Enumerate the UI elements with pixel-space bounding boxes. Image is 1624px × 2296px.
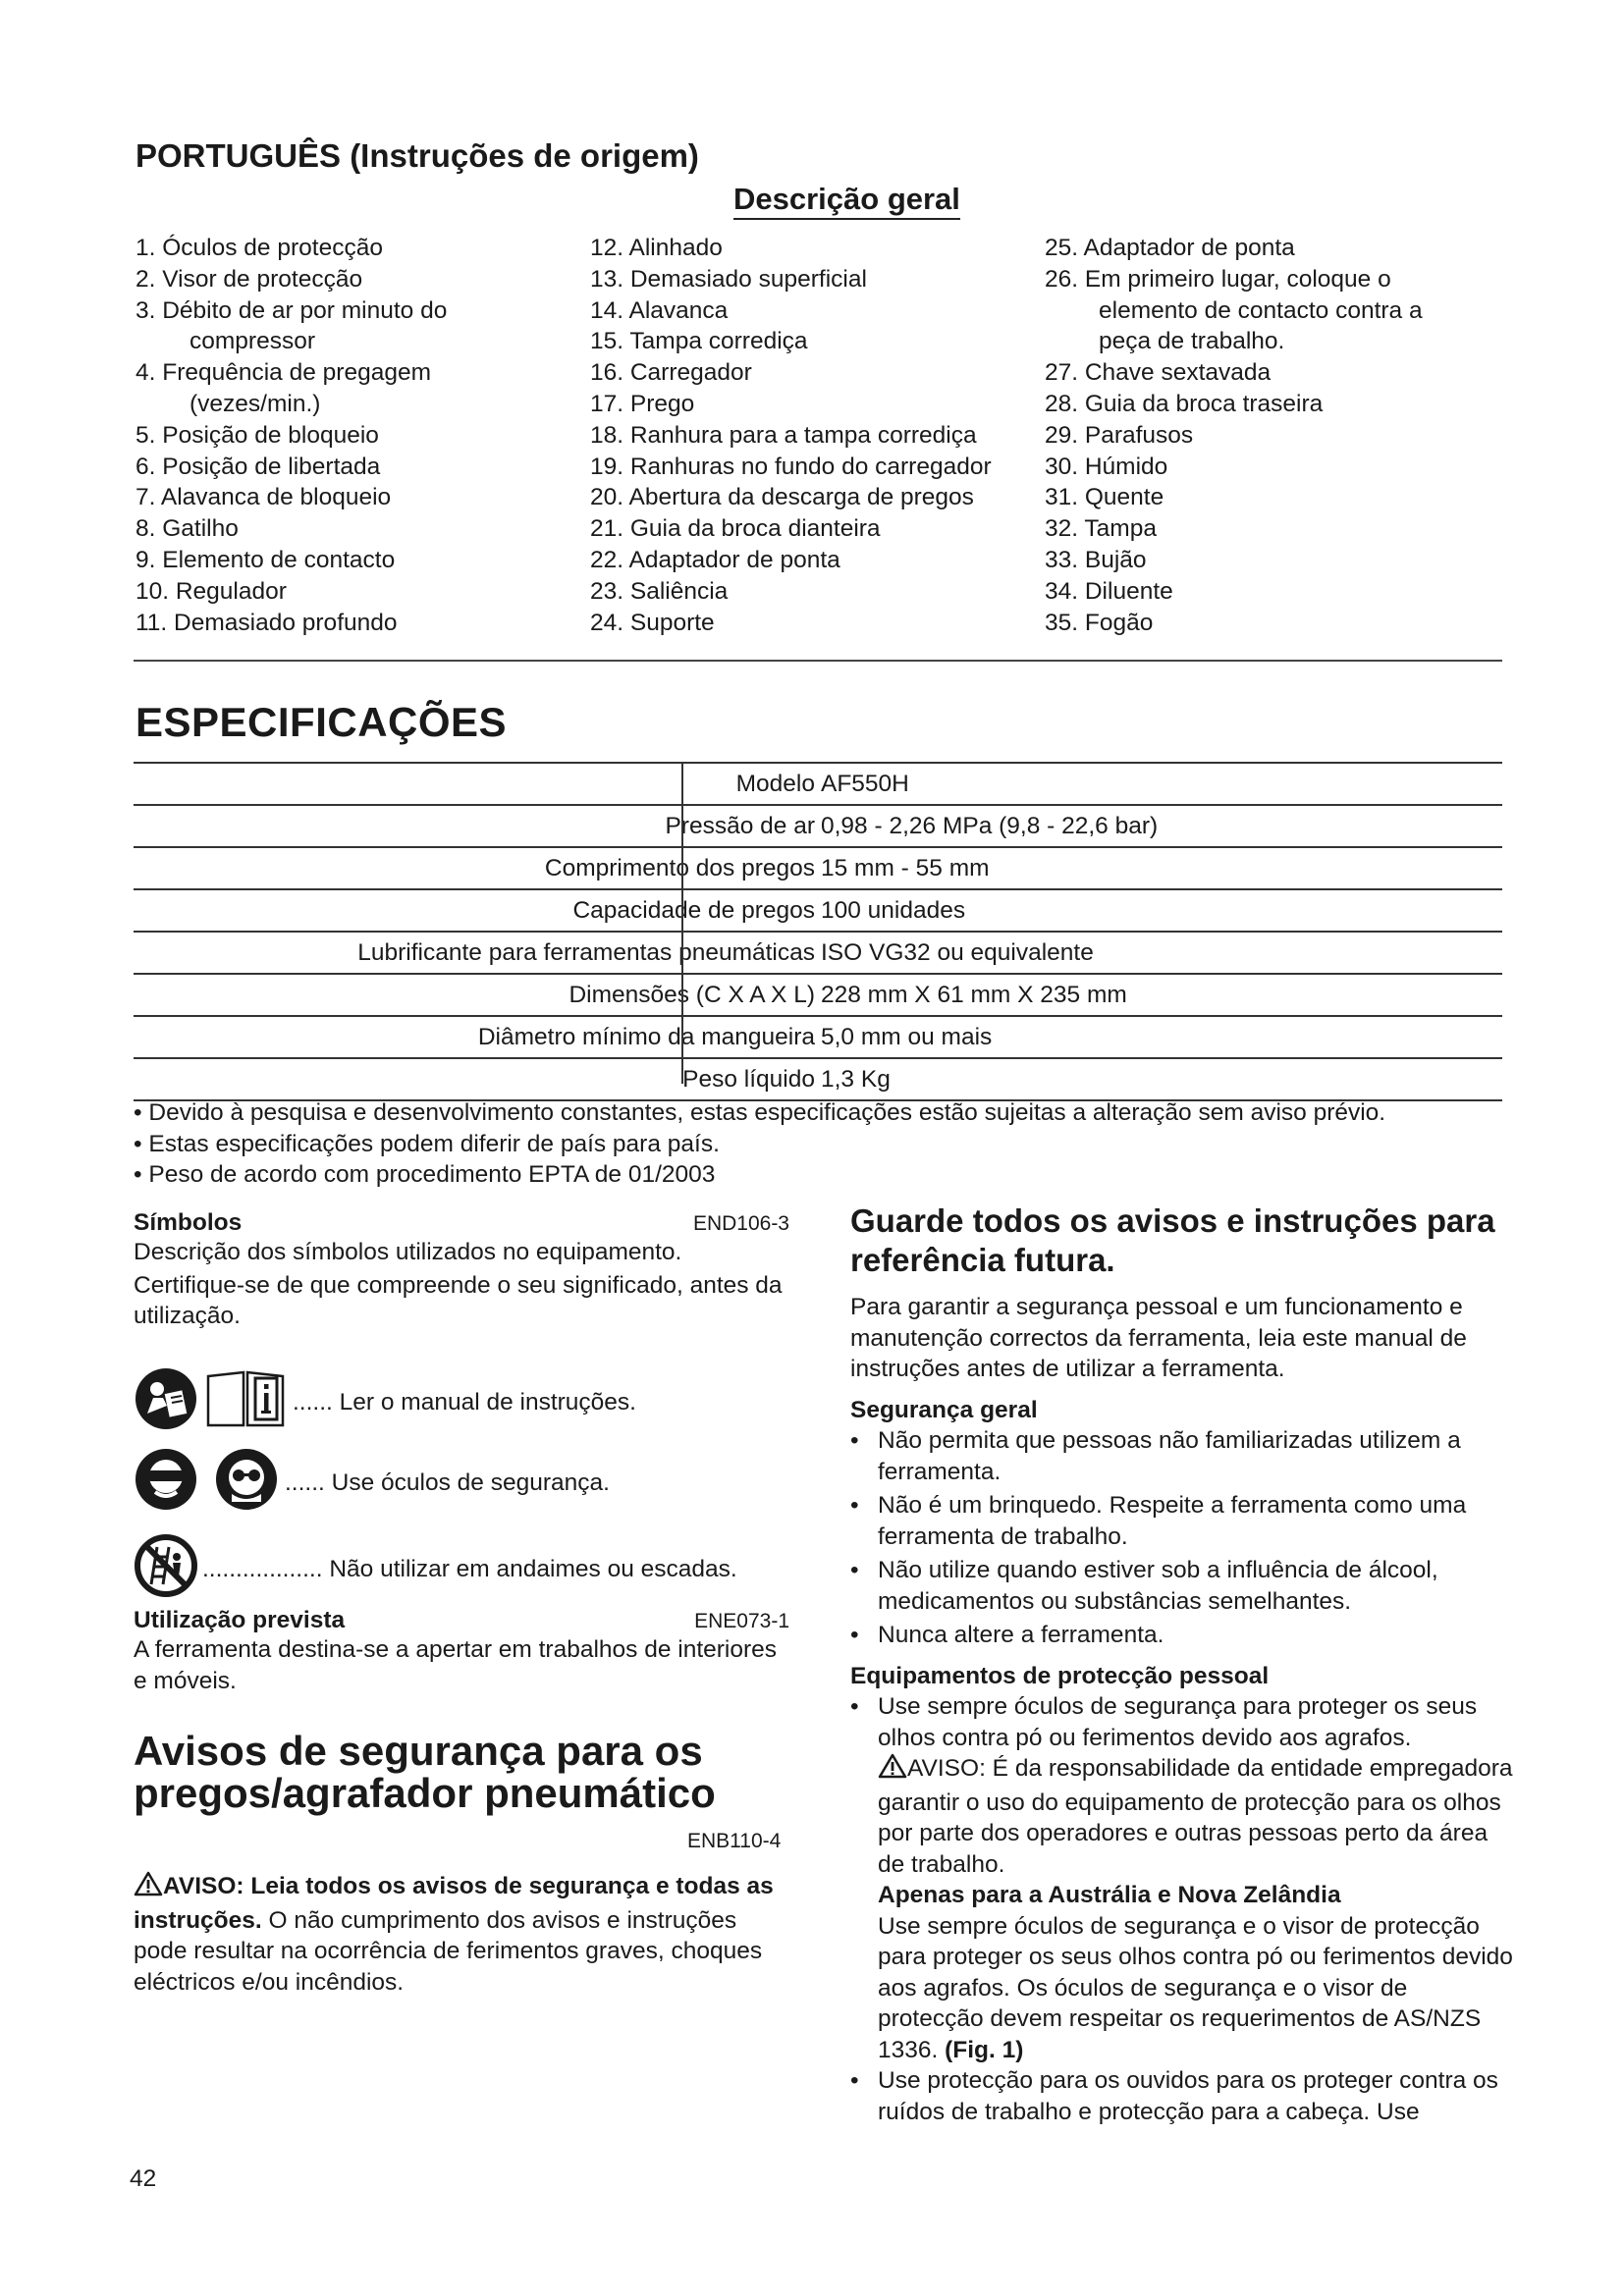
- list-item: 14. Alavanca: [590, 296, 729, 324]
- note-item: • Estas especificações podem diferir de país para país.: [134, 1130, 720, 1157]
- list-item: • Nunca altere a ferramenta.: [850, 1622, 1164, 1648]
- intended-use-section: [134, 1607, 789, 1696]
- manual-book-icon: [204, 1368, 287, 1436]
- section-heading: Apenas para a Austrália e Nova Zelândia: [878, 1882, 1341, 1908]
- list-item: 6. Posição de libertada: [135, 453, 381, 480]
- paragraph: Para garantir a segurança pessoal e um funcionamento e manutenção correctos da ferramenta, leia este manual de instruções antes de utilizar a ferramenta.: [850, 1294, 1467, 1382]
- list-item: 7. Alavanca de bloqueio: [135, 484, 392, 511]
- list-item-text: Nunca altere a ferramenta.: [878, 1622, 1164, 1648]
- note-item: • Devido à pesquisa e desenvolvimento constantes, estas especificações estão sujeitas a alteração sem aviso prévio.: [134, 1099, 1386, 1126]
- paragraph: A ferramenta destina-se a apertar em trabalhos de interiores e móveis.: [134, 1636, 778, 1694]
- safety-title-line: pregos/agrafador pneumático: [134, 1770, 716, 1816]
- list-item: 18. Ranhura para a tampa corrediça: [590, 421, 977, 449]
- list-item-text: Não é um brinquedo. Respeite a ferramenta como uma ferramenta de trabalho.: [878, 1492, 1467, 1550]
- list-item-text: Use protecção para os ouvidos para os proteger contra os ruídos de trabalho e protecção para a cabeça. Use: [878, 2067, 1498, 2125]
- list-item: 29. Parafusos: [1045, 421, 1194, 449]
- list-item: 19. Ranhuras no fundo do carregador: [590, 453, 992, 480]
- list-item: 10. Regulador: [135, 577, 287, 605]
- list-item-continuation: compressor: [189, 328, 315, 355]
- symbol-caption: ...... Use óculos de segurança.: [285, 1468, 610, 1496]
- list-item: 13. Demasiado superficial: [590, 265, 867, 293]
- language-title: PORTUGUÊS (Instruções de origem): [135, 137, 699, 174]
- list-item: 27. Chave sextavada: [1045, 359, 1272, 387]
- spec-value: 228 mm X 61 mm X 235 mm: [821, 982, 1127, 1008]
- section-heading: Utilização prevista: [134, 1607, 346, 1633]
- symbol-caption: ...... Ler o manual de instruções.: [293, 1388, 636, 1415]
- section-divider: [134, 660, 1502, 662]
- list-item: 1. Óculos de protecção: [135, 235, 383, 261]
- warning-icon: [134, 1871, 163, 1905]
- table-column-divider: [681, 762, 683, 1084]
- list-item: • Não é um brinquedo. Respeite a ferramenta como uma ferramenta de trabalho.: [850, 1492, 1467, 1550]
- read-manual-icon: [134, 1366, 198, 1438]
- section-heading: Equipamentos de protecção pessoal: [850, 1662, 1270, 1689]
- list-item-text: Não permita que pessoas não familiarizadas utilizem a ferramenta.: [878, 1427, 1461, 1485]
- list-item: 23. Saliência: [590, 577, 729, 605]
- table-row: [134, 1059, 1502, 1101]
- list-item: 20. Abertura da descarga de pregos: [590, 484, 974, 511]
- heading-line: Guarde todos os avisos e instruções para: [850, 1202, 1495, 1239]
- list-item: 11. Demasiado profundo: [135, 609, 398, 636]
- safety-glasses-icon: [214, 1447, 279, 1519]
- list-item: 9. Elemento de contacto: [135, 546, 396, 573]
- warning-icon: [878, 1753, 907, 1788]
- symbols-section: [134, 1209, 789, 1332]
- spec-label: Peso líquido: [682, 1066, 815, 1093]
- list-item: 34. Diluente: [1045, 577, 1173, 605]
- spec-label: Dimensões (C X A X L): [568, 982, 815, 1008]
- list-item: 35. Fogão: [1045, 609, 1154, 636]
- doc-code: END106-3: [692, 1212, 789, 1235]
- symbol-row-no-scaffolds: [134, 1533, 737, 1605]
- heading-line: referência futura.: [850, 1242, 1115, 1278]
- list-item: • Não utilize quando estiver sob a influência de álcool, medicamentos ou substâncias semelhantes.: [850, 1557, 1438, 1615]
- table-row: [134, 975, 1502, 1017]
- warning-text: O não cumprimento dos avisos e instruções pode resultar na ocorrência de ferimentos graves, choques eléctricos e/ou incêndios.: [134, 1906, 763, 1996]
- table-row: [134, 1017, 1502, 1059]
- spec-label: Diâmetro mínimo da mangueira: [477, 1024, 815, 1050]
- spec-value: ISO VG32 ou equivalente: [821, 939, 1094, 966]
- aus-text: Use sempre óculos de segurança e o visor de protecção para proteger os seus olhos contra pó ou ferimentos devido aos agrafos. Os óculos de segurança e o visor de protecção devem respeitar os requerimentos de AS/NZS 1336.: [878, 1912, 1513, 2063]
- list-item: 32. Tampa: [1045, 515, 1157, 543]
- list-item-continuation: elemento de contacto contra a: [1099, 296, 1423, 324]
- list-item: 33. Bujão: [1045, 546, 1147, 573]
- warning-text: AVISO: É da responsabilidade da entidade empregadora garantir o uso do equipamento de protecção para os olhos por parte dos operadores e outras pessoas perto da área de trabalho.: [878, 1755, 1513, 1878]
- specs-notes: [134, 1097, 1385, 1191]
- list-item: 22. Adaptador de ponta: [590, 546, 840, 573]
- list-item: 5. Posição de bloqueio: [135, 421, 379, 449]
- parts-list-col3: [1045, 233, 1423, 638]
- paragraph: Descrição dos símbolos utilizados no equipamento.: [134, 1239, 682, 1265]
- right-column-heading: [850, 1201, 1518, 1280]
- list-item-text: Use sempre óculos de segurança para proteger os seus olhos contra pó ou ferimentos devido aos agrafos.: [878, 1693, 1478, 1751]
- symbol-row-safety-glasses: [134, 1447, 610, 1519]
- list-item: 24. Suporte: [590, 609, 715, 636]
- spec-label: Comprimento dos pregos: [544, 855, 815, 881]
- doc-code: ENB110-4: [687, 1830, 782, 1852]
- list-item: 30. Húmido: [1045, 453, 1168, 480]
- section-heading: Segurança geral: [850, 1396, 1038, 1423]
- spec-label: Lubrificante para ferramentas pneumáticas: [357, 939, 815, 966]
- figure-reference: (Fig. 1): [945, 2036, 1024, 2063]
- right-column-body: [850, 1292, 1518, 2127]
- list-item: 26. Em primeiro lugar, coloque o: [1045, 265, 1391, 293]
- list-item: 2. Visor de protecção: [135, 265, 363, 293]
- table-row: [134, 933, 1502, 975]
- spec-value: 100 unidades: [821, 897, 966, 924]
- doc-code: ENE073-1: [694, 1610, 789, 1632]
- list-item: 31. Quente: [1045, 484, 1164, 511]
- list-item: 15. Tampa corrediça: [590, 328, 808, 355]
- safety-goggles-icon: [134, 1447, 198, 1519]
- spec-value: 1,3 Kg: [821, 1066, 891, 1093]
- table-row: [134, 890, 1502, 933]
- parts-list-col2: [590, 233, 992, 638]
- list-item: 4. Frequência de pregagem: [135, 359, 431, 387]
- table-row: [134, 848, 1502, 890]
- paragraph: [850, 1911, 1518, 2066]
- specs-title: ESPECIFICAÇÕES: [135, 699, 508, 745]
- list-item: 17. Prego: [590, 390, 695, 417]
- specs-table: [134, 762, 1502, 1101]
- parts-list-col1: [135, 233, 447, 638]
- spec-label: Capacidade de pregos: [572, 897, 815, 924]
- list-item-continuation: peça de trabalho.: [1099, 328, 1285, 355]
- safety-title: [134, 1730, 840, 1814]
- spec-value: 5,0 mm ou mais: [821, 1024, 993, 1050]
- spec-label: Pressão de ar: [665, 813, 815, 839]
- list-item-text: Não utilize quando estiver sob a influência de álcool, medicamentos ou substâncias semelhantes.: [878, 1557, 1438, 1615]
- section-heading: Símbolos: [134, 1209, 243, 1236]
- table-row: [134, 806, 1502, 848]
- list-item: 25. Adaptador de ponta: [1045, 235, 1295, 261]
- list-item: • Use protecção para os ouvidos para os proteger contra os ruídos de trabalho e protecção para a cabeça. Use: [850, 2067, 1498, 2125]
- table-row: [134, 762, 1502, 806]
- note-item: • Peso de acordo com procedimento EPTA de 01/2003: [134, 1161, 716, 1188]
- list-item: 12. Alinhado: [590, 235, 723, 261]
- description-title: Descrição geral: [733, 182, 960, 220]
- safety-title-line: Avisos de segurança para os: [134, 1728, 703, 1774]
- spec-label: Modelo: [735, 771, 815, 797]
- spec-value: AF550H: [821, 771, 909, 797]
- paragraph: Certifique-se de que compreende o seu significado, antes da utilização.: [134, 1271, 783, 1329]
- list-item: 3. Débito de ar por minuto do: [135, 296, 448, 324]
- no-ladder-icon: [134, 1533, 198, 1605]
- list-item: 28. Guia da broca traseira: [1045, 390, 1324, 417]
- list-item: • Não permita que pessoas não familiarizadas utilizem a ferramenta.: [850, 1427, 1461, 1485]
- list-item: • Use sempre óculos de segurança para proteger os seus olhos contra pó ou ferimentos devido aos agrafos.: [850, 1693, 1478, 1751]
- list-item: 8. Gatilho: [135, 515, 239, 543]
- warning-paragraph: [134, 1871, 789, 1998]
- warning-bold-text: AVISO: Leia todos os avisos de segurança e todas as instruções.: [134, 1873, 774, 1934]
- list-item: 16. Carregador: [590, 359, 752, 387]
- symbol-row-read-manual: [134, 1366, 636, 1438]
- symbol-caption: .................. Não utilizar em andaimes ou escadas.: [202, 1555, 737, 1582]
- spec-value: 0,98 - 2,26 MPa (9,8 - 22,6 bar): [821, 813, 1159, 839]
- list-item: 21. Guia da broca dianteira: [590, 515, 881, 543]
- list-item-continuation: (vezes/min.): [189, 390, 321, 417]
- warning-paragraph: [850, 1753, 1518, 1880]
- page-number: 42: [130, 2165, 157, 2192]
- spec-value: 15 mm - 55 mm: [821, 855, 990, 881]
